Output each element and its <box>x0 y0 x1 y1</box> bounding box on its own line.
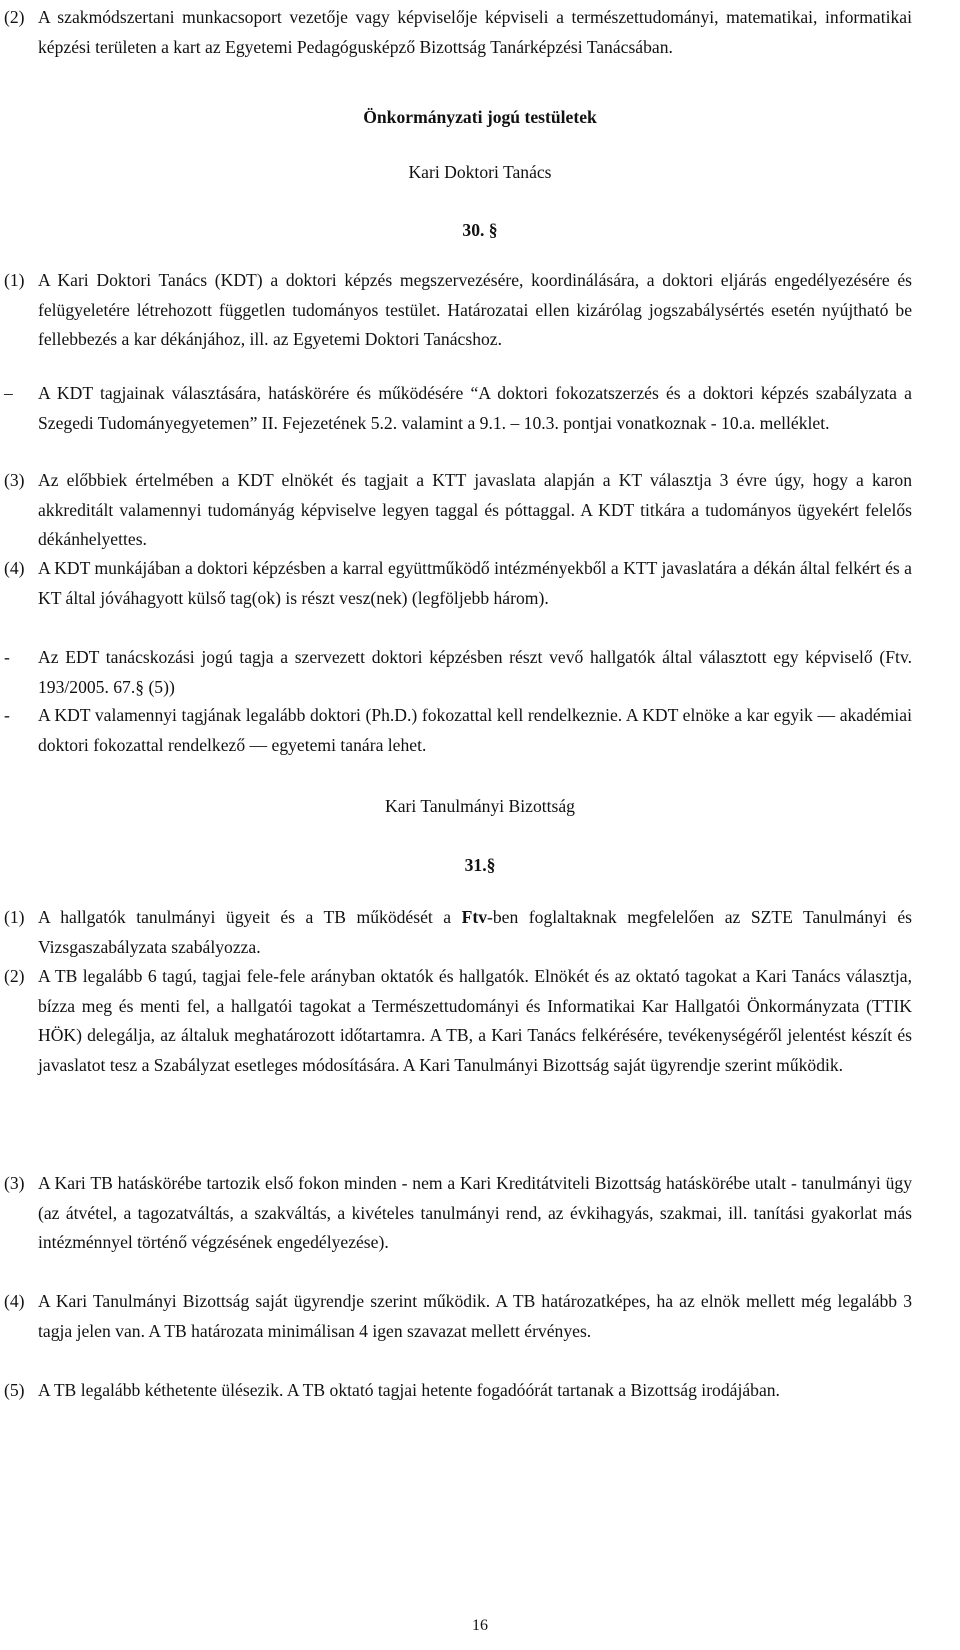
item-number: (4) <box>4 1291 25 1311</box>
kdt-item-4 <box>4 554 912 613</box>
section-title: Önkormányzati jogú testületek <box>363 107 597 127</box>
page-number: 16 <box>472 1617 488 1634</box>
ktb-paragraph-number: 31.§ <box>464 855 496 875</box>
item-text: A KDT munkájában a doktori képzésben a karral együttműködő intézményekből a KTT javaslatára a dékán által felkért és a KT által jóváhagyott külső tag(ok) is részt vesz(nek) (legföljebb három). <box>38 558 912 608</box>
ftv-bold: Ftv <box>461 907 488 927</box>
item-number: (2) <box>4 966 25 986</box>
item-number: - <box>4 647 10 667</box>
kdt-title: Kari Doktori Tanács <box>408 162 552 182</box>
kdt-item-5 <box>4 643 912 702</box>
item-number: - <box>4 705 10 725</box>
item-number: (5) <box>4 1380 25 1400</box>
ktb-item-2 <box>4 962 912 1080</box>
item-text: A Kari Tanulmányi Bizottság saját ügyrendje szerint működik. A TB határozatképes, ha az elnök mellett még legalább 3 tagja jelen van. A TB határozata minimálisan 4 igen szavazat mellett érvényes. <box>38 1291 912 1341</box>
item-number: (1) <box>4 907 25 927</box>
kdt-item-3 <box>4 466 912 555</box>
kdt-item-6 <box>4 701 912 760</box>
item-number: (3) <box>4 470 25 490</box>
ktb-title: Kari Tanulmányi Bizottság <box>385 796 575 816</box>
item-text: A szakmódszertani munkacsoport vezetője vagy képviselője képviseli a természettudományi, matematikai, informatikai képzési területen a kart az Egyetemi Pedagógusképző Bizottság Tanárképzési Tanácsában. <box>38 7 912 57</box>
item-text: A KDT tagjainak választására, hatáskörére és működésére “A doktori fokozatszerzés és a doktori képzés szabályzata a Szegedi Tudományegyetemen” II. Fejezetének 5.2. valamint a 9.1. – 10.3. pontjai vonatkoznak - 10.a. melléklet. <box>38 383 912 433</box>
item-text: Az EDT tanácskozási jogú tagja a szervezett doktori képzésben részt vevő hallgatók által választott egy képviselő (Ftv. 193/2005. 67.§ (5)) <box>38 647 912 697</box>
item-text: Az előbbiek értelmében a KDT elnökét és tagjait a KTT javaslata alapján a KT választja 3 évre úgy, hogy a karon akkreditált valamennyi tudományág képviselve legyen taggal és póttaggal. A KDT titkára a tudományos ügyekért felelős dékánhelyettes. <box>38 470 912 550</box>
kdt-item-2 <box>4 379 912 438</box>
item-text: A TB legalább kéthetente ülésezik. A TB oktató tagjai hetente fogadóórát tartanak a Bizottság irodájában. <box>38 1380 780 1400</box>
item-number: – <box>4 383 13 403</box>
item-text: A TB legalább 6 tagú, tagjai fele-fele arányban oktatók és hallgatók. Elnökét és az oktató tagokat a Kari Tanács választja, bízza meg és menti fel, a hallgatói tagokat a Természettudományi és Informatikai Kar Hallgatói Önkormányzata (TTIK HÖK) delegálja, az általuk meghatározott időtartamra. A TB, a Kari Tanács felkérésére, tevékenységéről jelentést készít és javaslatot tesz a Szabályzat esetleges módosítására. A Kari Tanulmányi Bizottság saját ügyrendje szerint működik. <box>38 966 912 1075</box>
item-text: A KDT valamennyi tagjának legalább doktori (Ph.D.) fokozattal kell rendelkeznie. A KDT elnöke a kar egyik — akadémiai doktori fokozattal rendelkező — egyetemi tanára lehet. <box>38 705 912 755</box>
item-text: A Kari Doktori Tanács (KDT) a doktori képzés megszervezésére, koordinálására, a doktori eljárás engedélyezésére és felügyeletére létrehozott független tudományos testület. Határozatai ellen kizárólag jogszabálysértés esetén nyújtható be fellebbezés a kar dékánjához, ill. az Egyetemi Doktori Tanácshoz. <box>38 270 912 350</box>
ktb-item-4 <box>4 1287 912 1346</box>
ktb-item-1 <box>4 903 912 962</box>
item-number: (3) <box>4 1173 25 1193</box>
item-number: (4) <box>4 558 25 578</box>
item-number: (2) <box>4 7 25 27</box>
kdt-paragraph-number: 30. § <box>462 220 498 240</box>
ktb-item-3 <box>4 1169 912 1258</box>
item-text: A Kari TB hatáskörébe tartozik első fokon minden - nem a Kari Kreditátviteli Bizottság hatáskörébe utalt - tanulmányi ügy (az átvétel, a tagozatváltás, a szakváltás, a kivételes tanulmányi rend, az évkihagyás, szakmai, ill. tanítási gyakorlat más intézménnyel történő végzésének engedélyezése). <box>38 1173 912 1253</box>
item-text: A hallgatók tanulmányi ügyeit és a TB működését a Ftv-ben foglaltaknak megfelelően az SZTE Tanulmányi és Vizsgaszabályzata szabályozza. <box>38 907 912 957</box>
ktb-item-5 <box>4 1376 912 1406</box>
intro-paragraph <box>4 3 912 62</box>
item-number: (1) <box>4 270 25 290</box>
kdt-item-1 <box>4 266 912 355</box>
